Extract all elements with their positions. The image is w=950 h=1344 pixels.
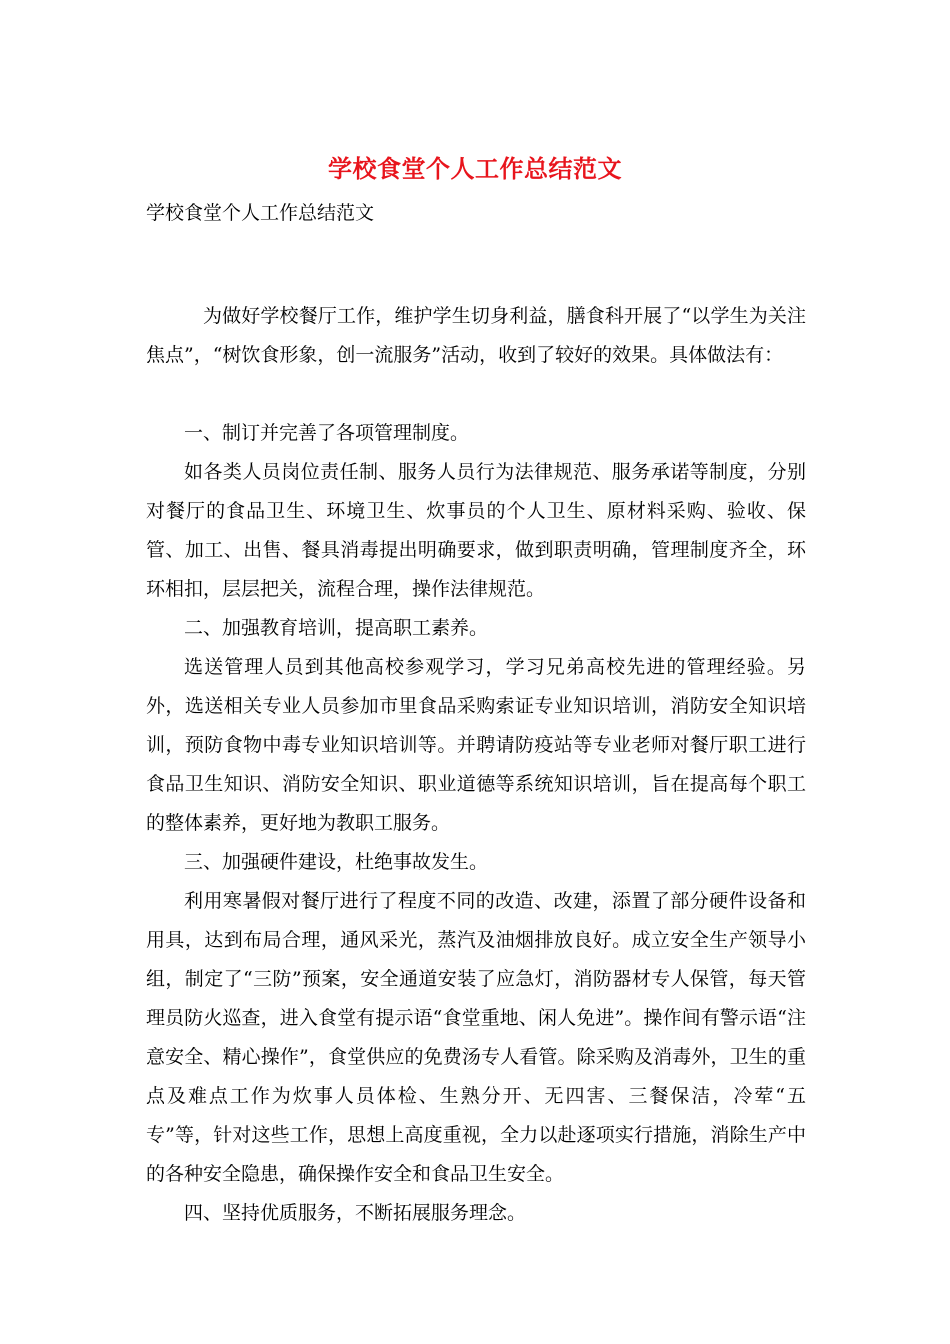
section-heading-1: 一、制订并完善了各项管理制度。 bbox=[184, 422, 470, 444]
paragraph-section-3: 利用寒暑假对餐厅进行了程度不同的改造、改建，添置了部分硬件设备和用具，达到布局合理，通风采光，蒸汽及油烟排放良好。成立安全生产领导小组，制定了“三防”预案，安全通道安装了应急灯，消防器材专人保管，每天管理员防火巡查，进入食堂有提示语“食堂重地、闲人免进”。操作间有警示语“注意安全、精心操作”，食堂供应的免费汤专人看管。除采购及消毒外，卫生的重点及难点工作为炊事人员体检、生熟分开、无四害、三餐保洁，冷荤“五专”等，针对这些工作，思想上高度重视，全力以赴逐项实行措施，消除生产中的各种安全隐患，确保操作安全和食品卫生安全。 bbox=[146, 890, 806, 1185]
section-heading-4: 四、坚持优质服务，不断拓展服务理念。 bbox=[184, 1202, 527, 1224]
paragraph-section-2: 选送管理人员到其他高校参观学习，学习兄弟高校先进的管理经验。另外，选送相关专业人员参加市里食品采购索证专业知识培训，消防安全知识培训，预防食物中毒专业知识培训等。并聘请防疫站等专业老师对餐厅职工进行食品卫生知识、消防安全知识、职业道德等系统知识培训，旨在提高每个职工的整体素养，更好地为教职工服务。 bbox=[146, 656, 806, 834]
paragraph-intro: 为做好学校餐厅工作，维护学生切身利益，膳食科开展了“以学生为关注焦点”，“树饮食形象，创一流服务”活动，收到了较好的效果。具体做法有： bbox=[146, 305, 806, 366]
document-title: 学校食堂个人工作总结范文 bbox=[328, 154, 622, 183]
document-body bbox=[146, 297, 806, 1233]
paragraph-section-1: 如各类人员岗位责任制、服务人员行为法律规范、服务承诺等制度，分别对餐厅的食品卫生、环境卫生、炊事员的个人卫生、原材料采购、验收、保管、加工、出售、餐具消毒提出明确要求，做到职责明确，管理制度齐全，环环相扣，层层把关，流程合理，操作法律规范。 bbox=[146, 461, 806, 600]
document-subtitle: 学校食堂个人工作总结范文 bbox=[146, 202, 375, 224]
section-heading-3: 三、加强硬件建设，杜绝事故发生。 bbox=[184, 851, 489, 873]
section-heading-2: 二、加强教育培训，提高职工素养。 bbox=[184, 617, 489, 639]
